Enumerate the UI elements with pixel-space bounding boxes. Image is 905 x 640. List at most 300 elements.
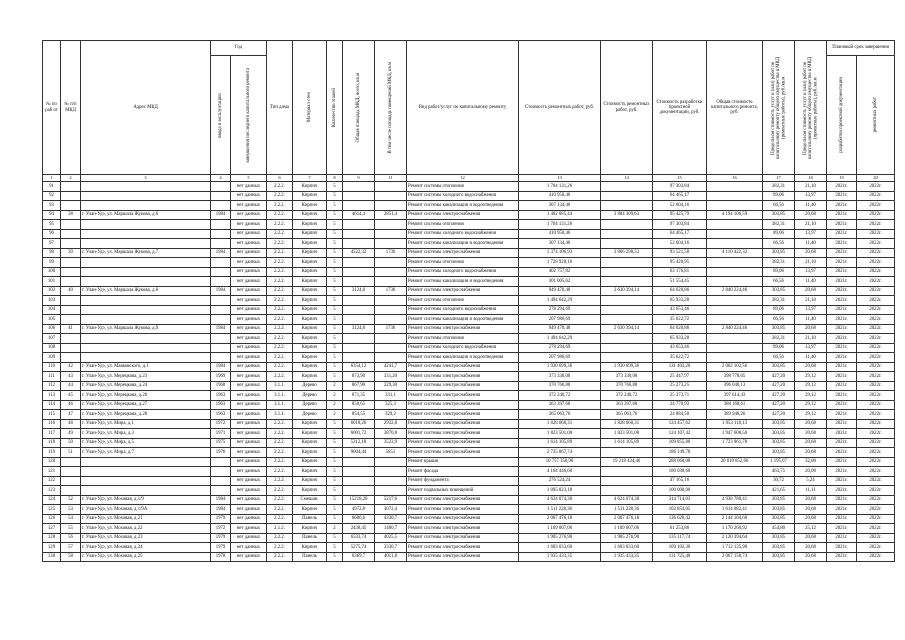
last-repair-year: нет данных <box>231 296 267 306</box>
total-cost: 398 778,05 <box>707 372 763 382</box>
work-type: Ремонт системы холодного водоснабжения <box>407 343 519 353</box>
design-deadline: 2021г. <box>827 296 857 306</box>
repair-cost: 949 470,48 <box>519 324 601 334</box>
mkd-number: 54 <box>61 514 81 524</box>
row-number: 121 <box>43 467 61 477</box>
floors: 5 <box>327 552 343 562</box>
design-deadline: 2021г. <box>827 495 857 505</box>
design-cost: 64 465,17 <box>653 229 707 239</box>
house-type: 2.2.2. <box>267 353 293 363</box>
premises-area <box>375 296 407 306</box>
table-row <box>43 400 895 410</box>
limit-repair-cost: 427,20 <box>763 391 795 401</box>
wall-material: Дерево <box>293 400 327 410</box>
design-deadline: 2021г. <box>827 457 857 467</box>
limit-repair-cost: 303,85 <box>763 324 795 334</box>
column-number: 2 <box>61 175 81 182</box>
total-cost <box>707 239 763 249</box>
row-number: 91 <box>43 182 61 192</box>
design-deadline: 2021г. <box>827 400 857 410</box>
repair-cost-total: 1 828 660,31 <box>601 419 653 429</box>
year-built <box>211 277 231 287</box>
limit-repair-cost: 303,85 <box>763 362 795 372</box>
wall-material: Кирпич <box>293 258 327 268</box>
design-cost: 64 620,86 <box>653 286 707 296</box>
repair-cost-total <box>601 296 653 306</box>
row-number: 108 <box>43 343 61 353</box>
total-area <box>343 220 375 230</box>
work-type: Ремонт системы отопления <box>407 334 519 344</box>
table-row <box>43 429 895 439</box>
repair-deadline: 2022г. <box>857 296 895 306</box>
last-repair-year: нет данных <box>231 543 267 553</box>
limit-repair-cost: 427,20 <box>763 381 795 391</box>
column-number: 17 <box>763 175 795 182</box>
last-repair-year: нет данных <box>231 248 267 258</box>
repair-cost-total <box>601 353 653 363</box>
address-cell: г. Улан-Удэ, ул. Мира, д.7 <box>81 448 211 458</box>
year-built: 1969 <box>211 372 231 382</box>
mkd-number: 58 <box>61 552 81 562</box>
mkd-number: 43 <box>61 372 81 382</box>
repair-cost-total: 372 240,72 <box>601 391 653 401</box>
work-type: Ремонт системы электроснабжения <box>407 533 519 543</box>
premises-area <box>375 353 407 363</box>
mkd-number <box>61 258 81 268</box>
table-row <box>43 353 895 363</box>
total-cost: 1 953 118,13 <box>707 419 763 429</box>
year-built <box>211 182 231 192</box>
mkd-number: 57 <box>61 543 81 553</box>
address-cell: г. Улан-Удэ, ул. Мерецкова, д.26 <box>81 391 211 401</box>
total-cost <box>707 220 763 230</box>
row-number: 102 <box>43 286 61 296</box>
work-type: Ремонт системы электроснабжения <box>407 248 519 258</box>
design-deadline: 2021г. <box>827 267 857 277</box>
house-type: 2.2.2. <box>267 505 293 515</box>
year-built <box>211 353 231 363</box>
wall-material: Смешан. <box>293 495 327 505</box>
table-row <box>43 229 895 239</box>
row-number: 98 <box>43 248 61 258</box>
repair-deadline: 2022г. <box>857 448 895 458</box>
total-cost <box>707 448 763 458</box>
year-built <box>211 220 231 230</box>
mkd-number: 52 <box>61 495 81 505</box>
repair-deadline: 2022г. <box>857 248 895 258</box>
limit-design-cost: 20,68 <box>795 495 827 505</box>
mkd-number <box>61 267 81 277</box>
limit-repair-cost: 382,31 <box>763 296 795 306</box>
floors: 5 <box>327 353 343 363</box>
limit-design-cost: 20,68 <box>795 438 827 448</box>
floors: 2 <box>327 410 343 420</box>
mkd-number <box>61 334 81 344</box>
repair-cost: 1 728 928,16 <box>519 258 601 268</box>
design-cost: 65 933,28 <box>653 296 707 306</box>
table-row <box>43 191 895 201</box>
last-repair-year: нет данных <box>231 315 267 325</box>
work-type: Ремонт системы электроснабжения <box>407 514 519 524</box>
last-repair-year: нет данных <box>231 372 267 382</box>
house-type: 2.2.2. <box>267 533 293 543</box>
total-cost: 2 840 224,46 <box>707 324 763 334</box>
repair-cost-total: 2 007 476,18 <box>601 514 653 524</box>
work-type: Ремонт системы электроснабжения <box>407 381 519 391</box>
wall-material: Кирпич <box>293 467 327 477</box>
work-type: Ремонт системы холодного водоснабжения <box>407 305 519 315</box>
last-repair-year: нет данных <box>231 239 267 249</box>
total-area: 6001,72 <box>343 429 375 439</box>
row-number: 120 <box>43 457 61 467</box>
year-built <box>211 305 231 315</box>
row-number: 123 <box>43 486 61 496</box>
row-number: 104 <box>43 305 61 315</box>
last-repair-year: нет данных <box>231 182 267 192</box>
limit-design-cost: 11,11 <box>795 486 827 496</box>
wall-material: Кирпич <box>293 267 327 277</box>
repair-cost: 1 930 699,36 <box>519 362 601 372</box>
repair-cost: 372 240,72 <box>519 391 601 401</box>
repair-cost-total <box>601 334 653 344</box>
wall-material: Кирпич <box>293 239 327 249</box>
col-header-15: Стоимость разработки проектной документации, руб. <box>653 41 707 175</box>
wall-material: Кирпич <box>293 429 327 439</box>
design-cost: 131 403,20 <box>653 362 707 372</box>
design-cost: 25 447,97 <box>653 372 707 382</box>
premises-area: 325,3 <box>375 400 407 410</box>
year-built: 1976 <box>211 448 231 458</box>
floors: 5 <box>327 286 343 296</box>
limit-repair-cost: 303,85 <box>763 533 795 543</box>
design-cost: 131 725,40 <box>653 552 707 562</box>
total-cost: 2 144 104,60 <box>707 514 763 524</box>
repair-table <box>42 40 895 562</box>
address-cell <box>81 258 211 268</box>
limit-repair-cost: 463,75 <box>763 467 795 477</box>
address-cell <box>81 476 211 486</box>
wall-material: Дерево <box>293 410 327 420</box>
premises-area <box>375 486 407 496</box>
row-number: 99 <box>43 258 61 268</box>
year-built: 1963 <box>211 400 231 410</box>
address-cell: г. Улан-Удэ, ул. Маршала Жукова, д.7 <box>81 248 211 258</box>
premises-area: 2851,4 <box>375 210 407 220</box>
repair-cost-total <box>601 467 653 477</box>
mkd-number <box>61 277 81 287</box>
design-cost: 95 425,79 <box>653 210 707 220</box>
total-area <box>343 191 375 201</box>
house-type: 2.2.2. <box>267 296 293 306</box>
wall-material: Кирпич <box>293 191 327 201</box>
work-type: Ремонт системы электроснабжения <box>407 419 519 429</box>
design-cost: 35 622,72 <box>653 315 707 325</box>
design-cost: 52 604,16 <box>653 201 707 211</box>
limit-design-cost: 21,10 <box>795 334 827 344</box>
year-built: 1963 <box>211 391 231 401</box>
repair-deadline: 2022г. <box>857 305 895 315</box>
repair-cost-total <box>601 315 653 325</box>
repair-cost: 1 095 023,18 <box>519 486 601 496</box>
floors: 5 <box>327 296 343 306</box>
repair-deadline: 2022г. <box>857 353 895 363</box>
col-header-14: Стоимость ремонтных работ, руб. <box>601 41 653 175</box>
table-row <box>43 505 895 515</box>
repair-deadline: 2022г. <box>857 524 895 534</box>
repair-deadline: 2022г. <box>857 220 895 230</box>
address-cell <box>81 296 211 306</box>
last-repair-year: нет данных <box>231 267 267 277</box>
year-built: 1979 <box>211 533 231 543</box>
column-number: 13 <box>519 175 601 182</box>
repair-cost: 402 757,82 <box>519 267 601 277</box>
total-area: 3124,8 <box>343 324 375 334</box>
premises-area: 5217,6 <box>375 495 407 505</box>
col-header-plan-group: Плановый срок завершения <box>827 41 895 56</box>
work-type: Ремонт системы электроснабжения <box>407 372 519 382</box>
repair-cost: 1 764 131,26 <box>519 220 601 230</box>
repair-deadline: 2022г. <box>857 267 895 277</box>
year-built <box>211 486 231 496</box>
house-type: 3.1.1. <box>267 391 293 401</box>
year-built: 1984 <box>211 362 231 372</box>
floors: 5 <box>327 505 343 515</box>
wall-material: Дерево <box>293 391 327 401</box>
limit-repair-cost: 66,56 <box>763 315 795 325</box>
total-area: 871,35 <box>343 391 375 401</box>
premises-area <box>375 239 407 249</box>
repair-cost: 307 134,46 <box>519 239 601 249</box>
house-type: 2.2.2. <box>267 343 293 353</box>
premises-area <box>375 182 407 192</box>
repair-deadline: 2022г. <box>857 286 895 296</box>
design-deadline: 2021г. <box>827 438 857 448</box>
premises-area <box>375 267 407 277</box>
work-type: Ремонт системы электроснабжения <box>407 410 519 420</box>
repair-cost: 365 063,76 <box>519 410 601 420</box>
total-cost <box>707 343 763 353</box>
design-deadline: 2021г. <box>827 505 857 515</box>
total-cost <box>707 467 763 477</box>
total-area: 15218,28 <box>343 495 375 505</box>
design-cost: 61 253,86 <box>653 524 707 534</box>
col-header-5: завершения последнего капитального ремонта <box>231 56 267 175</box>
row-number: 96 <box>43 229 61 239</box>
total-area: 2438,45 <box>343 524 375 534</box>
total-area: 3124,8 <box>343 286 375 296</box>
total-area <box>343 334 375 344</box>
limit-design-cost: 20,68 <box>795 286 827 296</box>
total-area: 4522,32 <box>343 248 375 258</box>
design-cost: 47 165,16 <box>653 476 707 486</box>
premises-area: 2932,8 <box>375 419 407 429</box>
house-type: 2.2.2. <box>267 248 293 258</box>
repair-deadline: 2022г. <box>857 543 895 553</box>
address-cell: г. Улан-Удэ, ул. Моховая, д.1/9 <box>81 495 211 505</box>
repair-deadline: 2022г. <box>857 514 895 524</box>
total-area <box>343 182 375 192</box>
limit-repair-cost: 89,06 <box>763 305 795 315</box>
repair-deadline: 2022г. <box>857 486 895 496</box>
mkd-number <box>61 229 81 239</box>
column-number: 16 <box>707 175 763 182</box>
address-cell: г. Улан-Удэ, ул. Мира, д.5 <box>81 438 211 448</box>
column-number: 20 <box>857 175 895 182</box>
row-number: 101 <box>43 277 61 287</box>
limit-repair-cost: 303,85 <box>763 448 795 458</box>
floors: 2 <box>327 400 343 410</box>
work-type: Ремонт фасада <box>407 467 519 477</box>
column-number: 18 <box>795 175 827 182</box>
address-cell: г. Улан-Удэ, ул. Мерецкова, д.27 <box>81 400 211 410</box>
limit-design-cost: 20,68 <box>795 419 827 429</box>
design-cost: 124 457,62 <box>653 419 707 429</box>
limit-design-cost: 20,68 <box>795 543 827 553</box>
address-cell <box>81 182 211 192</box>
limit-design-cost: 11,40 <box>795 201 827 211</box>
house-type: 2.2.2. <box>267 429 293 439</box>
floors: 5 <box>327 543 343 553</box>
limit-design-cost: 20,68 <box>795 248 827 258</box>
limit-repair-cost: 303,85 <box>763 543 795 553</box>
premises-area: 329,2 <box>375 410 407 420</box>
work-type: Ремонт системы электроснабжения <box>407 495 519 505</box>
row-number: 107 <box>43 334 61 344</box>
row-number: 92 <box>43 191 61 201</box>
last-repair-year: нет данных <box>231 362 267 372</box>
floors: 5 <box>327 495 343 505</box>
mkd-number: 41 <box>61 324 81 334</box>
house-type: 2.2.2. <box>267 324 293 334</box>
repair-cost: 1 985 276,90 <box>519 533 601 543</box>
repair-cost-total: 365 063,76 <box>601 410 653 420</box>
address-cell <box>81 305 211 315</box>
limit-design-cost: 29,12 <box>795 400 827 410</box>
address-cell: г. Улан-Удэ, ул. Мерецкова, д.24 <box>81 381 211 391</box>
address-cell: г. Улан-Удэ, ул. Моховая, д.1/9А <box>81 505 211 515</box>
design-cost: 25 273,25 <box>653 381 707 391</box>
repair-cost: 410 958,46 <box>519 191 601 201</box>
row-number: 115 <box>43 410 61 420</box>
row-number: 94 <box>43 210 61 220</box>
repair-cost: 4 624 074,38 <box>519 495 601 505</box>
floors: 5 <box>327 210 343 220</box>
limit-design-cost: 21,10 <box>795 182 827 192</box>
total-area <box>343 457 375 467</box>
year-built <box>211 267 231 277</box>
last-repair-year: нет данных <box>231 277 267 287</box>
total-area <box>343 296 375 306</box>
table-row <box>43 258 895 268</box>
design-deadline: 2021г. <box>827 286 857 296</box>
limit-repair-cost: 303,85 <box>763 514 795 524</box>
house-type: 2.2.2. <box>267 419 293 429</box>
total-area: 6369,7 <box>343 552 375 562</box>
column-number: 5 <box>231 175 267 182</box>
wall-material: Панель <box>293 514 327 524</box>
year-built <box>211 296 231 306</box>
wall-material: Кирпич <box>293 182 327 192</box>
total-cost: 2 067 158,74 <box>707 552 763 562</box>
repair-cost: 949 470,48 <box>519 286 601 296</box>
limit-design-cost: 20,68 <box>795 362 827 372</box>
mkd-number <box>61 305 81 315</box>
floors: 5 <box>327 191 343 201</box>
total-area: 9004,44 <box>343 448 375 458</box>
year-built <box>211 191 231 201</box>
total-cost <box>707 191 763 201</box>
address-cell <box>81 191 211 201</box>
premises-area <box>375 334 407 344</box>
design-deadline: 2021г. <box>827 324 857 334</box>
address-cell: г. Улан-Удэ, ул. Маршала Жукова, д.8 <box>81 286 211 296</box>
repair-cost-total: 1 985 276,90 <box>601 533 653 543</box>
wall-material: Кирпич <box>293 248 327 258</box>
total-cost <box>707 315 763 325</box>
repair-deadline: 2022г. <box>857 210 895 220</box>
year-built <box>211 258 231 268</box>
year-built <box>211 457 231 467</box>
design-cost: 314 714,03 <box>653 495 707 505</box>
house-type: 2.2.2. <box>267 552 293 562</box>
total-cost: 388 168,61 <box>707 400 763 410</box>
col-header-6: Тип дома <box>267 41 293 175</box>
work-type: Ремонт фундамента <box>407 476 519 486</box>
total-area <box>343 353 375 363</box>
address-cell: г. Улан-Удэ, ул. Маяковского, д.1 <box>81 362 211 372</box>
year-built <box>211 315 231 325</box>
address-cell <box>81 457 211 467</box>
house-type: 2.2.2. <box>267 191 293 201</box>
design-deadline: 2021г. <box>827 258 857 268</box>
col-header-18: Предельная стоимость услуг и (или) работ по капитальному ремонту общего имущества в МКД (проектные работы), руб./кв.м <box>795 41 827 175</box>
work-type: Ремонт системы электроснабжения <box>407 391 519 401</box>
floors: 5 <box>327 277 343 287</box>
work-type: Ремонт системы канализации и водоотведения <box>407 315 519 325</box>
work-type: Ремонт системы электроснабжения <box>407 505 519 515</box>
floors: 5 <box>327 457 343 467</box>
mkd-number: 48 <box>61 419 81 429</box>
col-header-20: ремонтных работ <box>857 56 895 175</box>
premises-area <box>375 343 407 353</box>
repair-cost-total <box>601 277 653 287</box>
wall-material: Кирпич <box>293 334 327 344</box>
last-repair-year: нет данных <box>231 552 267 562</box>
col-header-9: Общая площадь МКД, всего, кв.м <box>343 41 375 175</box>
total-area: 850,65 <box>343 400 375 410</box>
repair-cost: 4 164 446,60 <box>519 467 601 477</box>
floors: 5 <box>327 248 343 258</box>
repair-cost-total: 370 766,88 <box>601 381 653 391</box>
year-built: 1984 <box>211 495 231 505</box>
last-repair-year: нет данных <box>231 258 267 268</box>
floors: 5 <box>327 334 343 344</box>
limit-repair-cost: 303,85 <box>763 210 795 220</box>
mkd-number: 47 <box>61 410 81 420</box>
house-type: 2.2.2. <box>267 467 293 477</box>
work-type: Ремонт крыши <box>407 457 519 467</box>
design-cost: 95 420,95 <box>653 258 707 268</box>
limit-design-cost: 11,40 <box>795 315 827 325</box>
address-cell: г. Улан-Удэ, ул. Моховая, д.24 <box>81 543 211 553</box>
limit-repair-cost: 454,80 <box>763 524 795 534</box>
design-deadline: 2021г. <box>827 543 857 553</box>
limit-repair-cost: 303,85 <box>763 552 795 562</box>
work-type: Ремонт системы электроснабжения <box>407 524 519 534</box>
limit-design-cost: 13,97 <box>795 191 827 201</box>
col-header-8: Количество этажей <box>327 41 343 175</box>
house-type: 3.1.1. <box>267 410 293 420</box>
